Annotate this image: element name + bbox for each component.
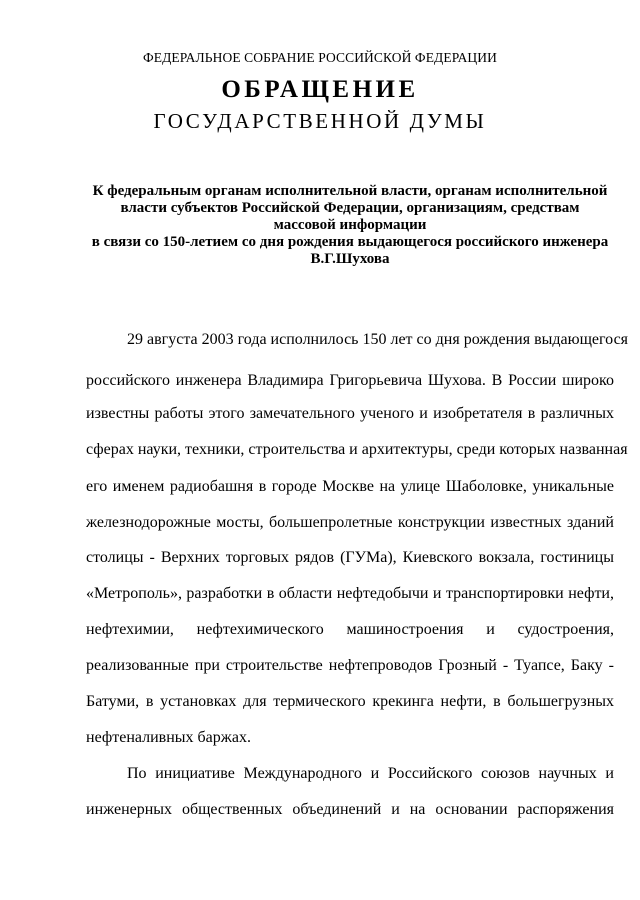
body-line: реализованные при строительстве нефтепроводов Грозный - Туапсе, Баку - xyxy=(86,657,614,674)
body-line: По инициативе Международного и Российского союзов научных и xyxy=(127,765,614,782)
body-line: инженерных общественных объединений и на основании распоряжения xyxy=(86,801,614,818)
body-line: «Метрополь», разработки в области нефтедобычи и транспортировки нефти, xyxy=(86,585,614,602)
address-line: власти субъектов Российской Федерации, организациям, средствам xyxy=(120,200,580,216)
address-line: К федеральным органам исполнительной власти, органам исполнительной xyxy=(92,183,608,199)
body-line: 29 августа 2003 года исполнилось 150 лет со дня рождения выдающегося xyxy=(127,331,629,348)
document-title: ОБРАЩЕНИЕ xyxy=(221,76,419,103)
address-line: массовой информации xyxy=(273,217,427,233)
body-line: нефтеналивных баржах. xyxy=(86,729,251,746)
address-line: в связи со 150-летием со дня рождения выдающегося российского инженера xyxy=(91,234,609,250)
body-line: сферах науки, техники, строительства и архитектуры, среди которых названная xyxy=(86,441,628,458)
address-line: В.Г.Шухова xyxy=(310,251,390,267)
document-subtitle: ГОСУДАРСТВЕННОЙ ДУМЫ xyxy=(153,109,487,133)
body-line: его именем радиобашня в городе Москве на улице Шаболовке, уникальные xyxy=(86,478,614,495)
body-line: нефтехимии, нефтехимического машиностроения и судостроения, xyxy=(86,621,614,638)
body-line: столицы - Верхних торговых рядов (ГУМа), Киевского вокзала, гостиницы xyxy=(86,549,614,566)
body-line: Батуми, в установках для термического крекинга нефти, в большегрузных xyxy=(86,693,614,710)
header-organization: ФЕДЕРАЛЬНОЕ СОБРАНИЕ РОССИЙСКОЙ ФЕДЕРАЦИИ xyxy=(143,50,497,65)
body-line: российского инженера Владимира Григорьевича Шухова. В России широко xyxy=(86,372,614,389)
body-line: известны работы этого замечательного ученого и изобретателя в различных xyxy=(86,405,614,422)
body-line: железнодорожные мосты, большепролетные конструкции известных зданий xyxy=(86,514,614,531)
